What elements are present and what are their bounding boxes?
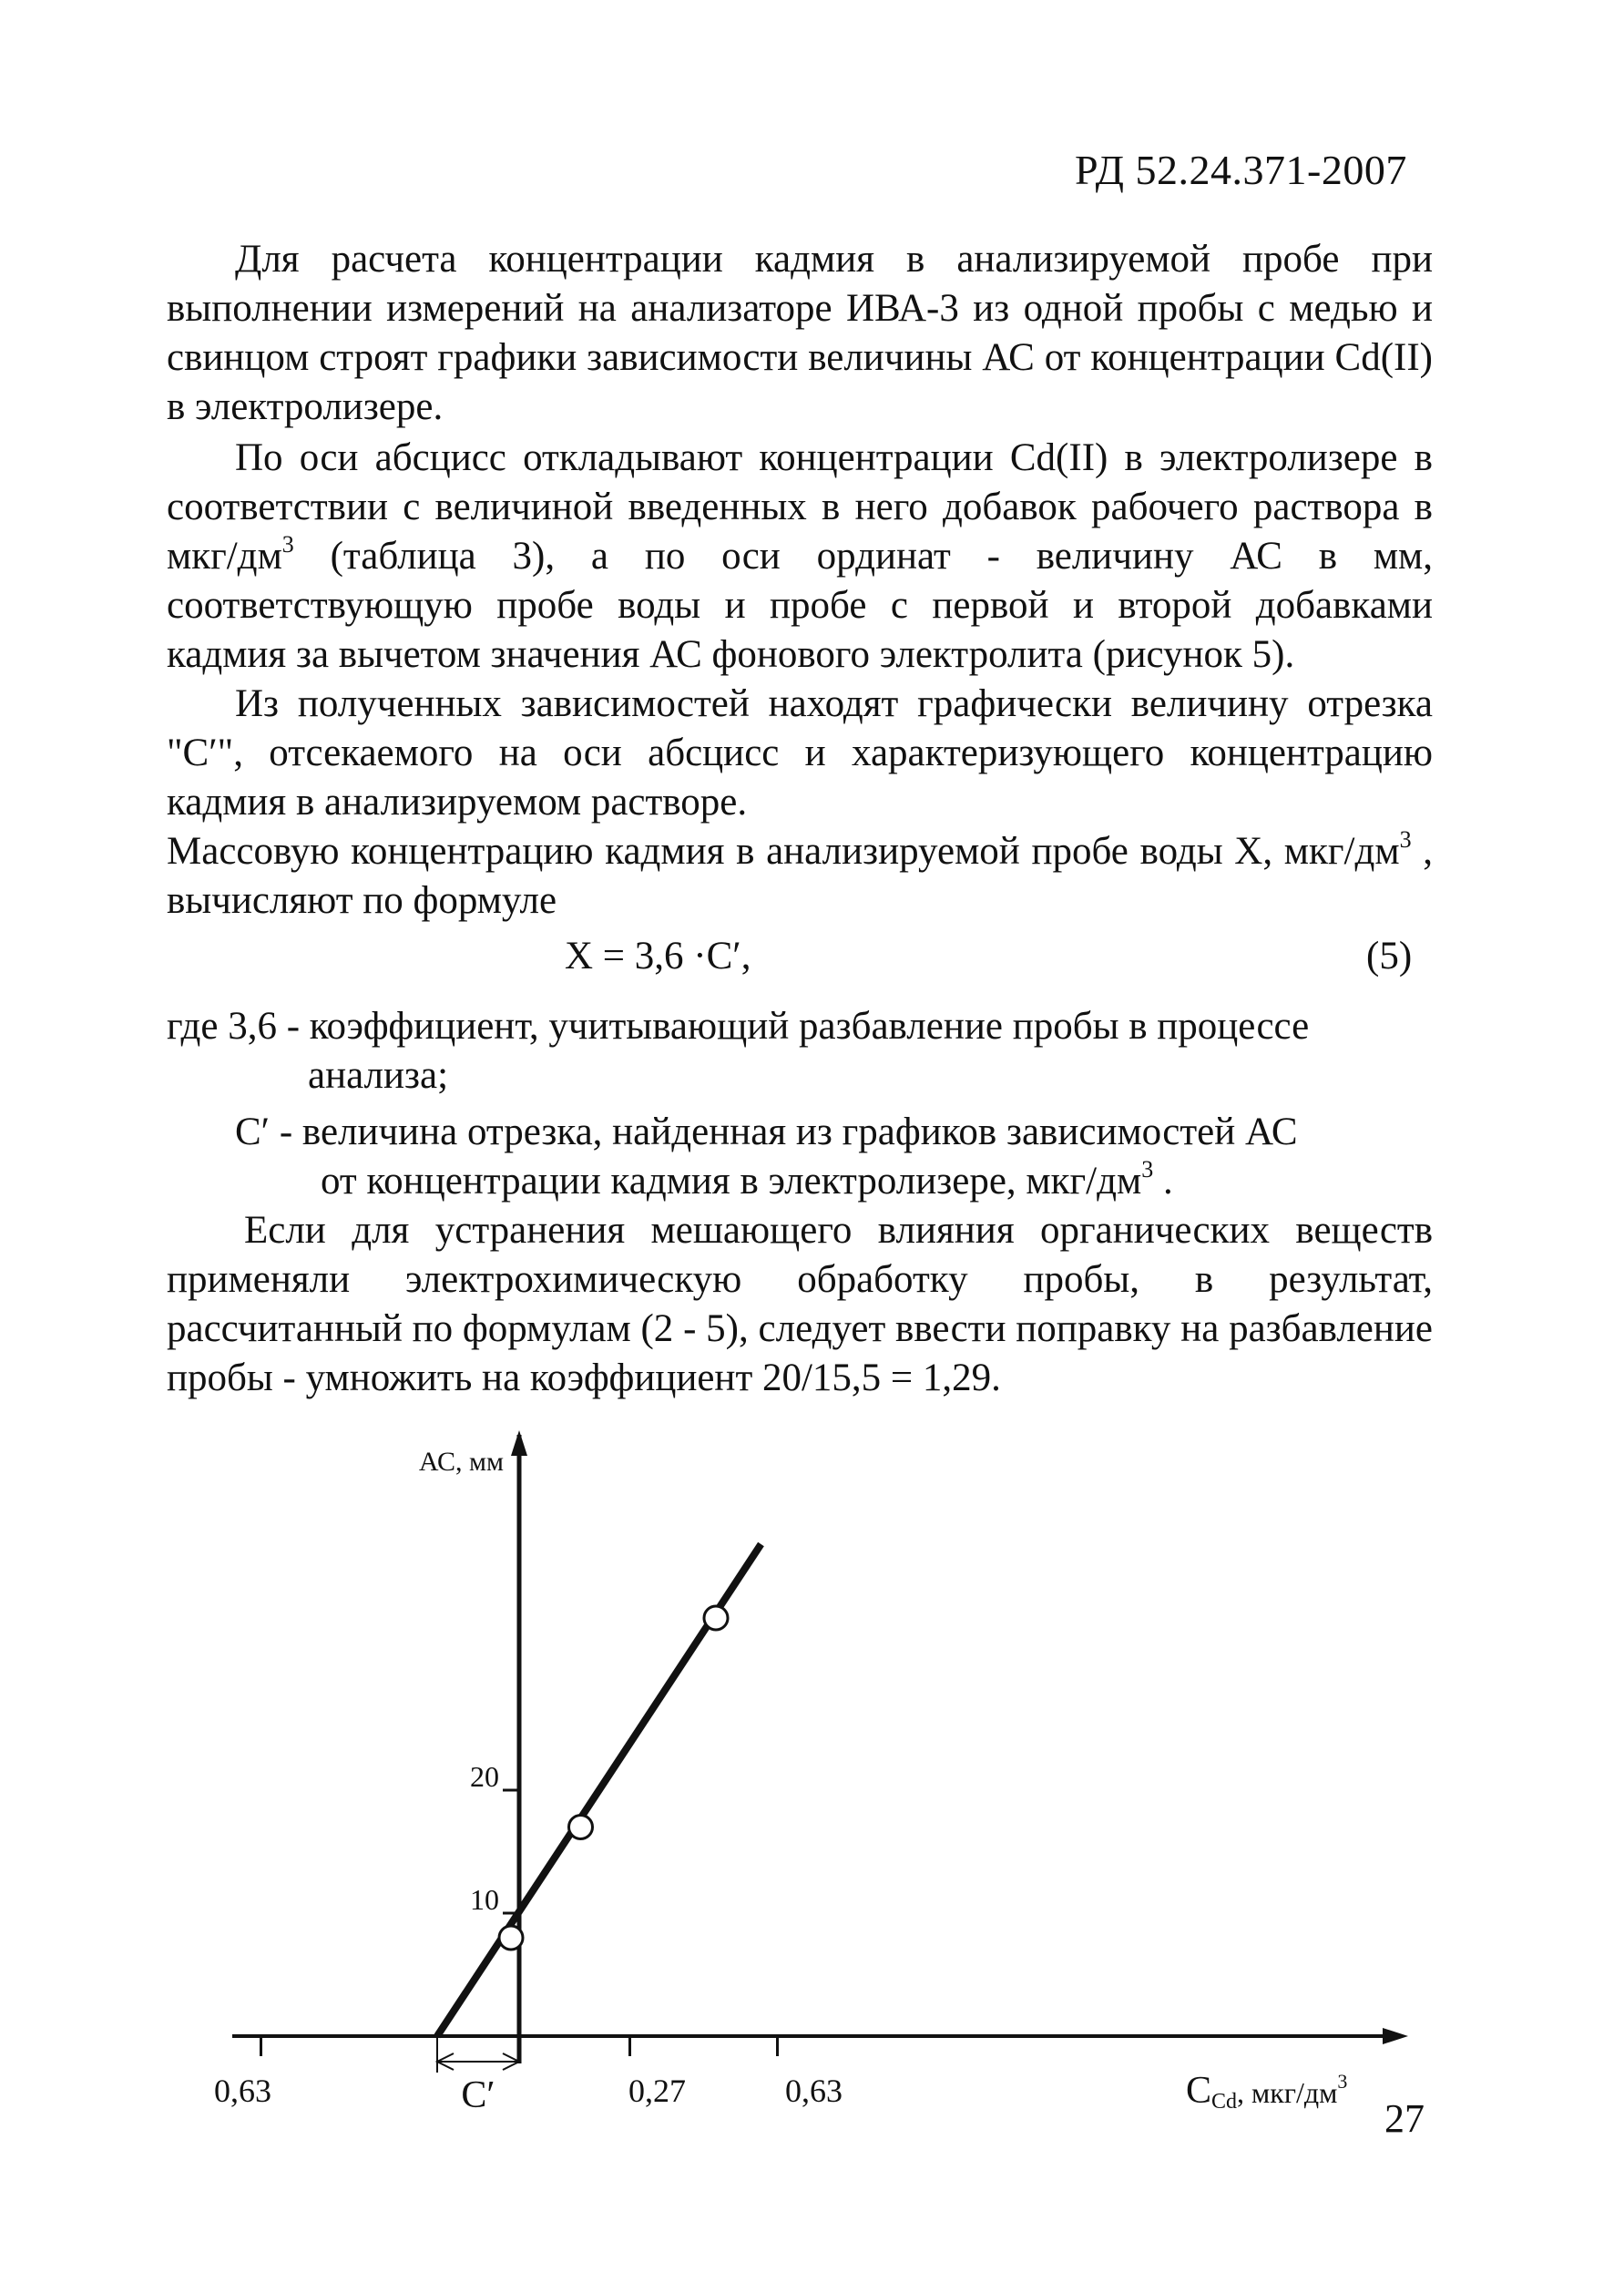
x-axis-label-superscript: 3 (1337, 2070, 1348, 2093)
y-ticks (470, 1760, 519, 1916)
y-tick-label: 10 (470, 1883, 499, 1916)
paragraph-5: Если для устранения мешающего влияния органических веществ применяли электрохимическую обработку пробы, в результат, рассчитанный по формулам (2 - 5), следует ввести поправку на разбавление пробы - умножить на коэффициент 20/15,5 = 1,29. (167, 1209, 1433, 1399)
c-prime-segment (437, 2036, 519, 2116)
paragraph-4-text-a: Массовую концентрацию кадмия в анализируемой пробе воды X, мкг/дм (167, 830, 1400, 873)
y-axis-label: АС, мм (418, 1447, 504, 1477)
x-axis-label-subscript: Cd (1211, 2090, 1238, 2114)
paragraph-4-text-b: , вычисляют по формуле (167, 830, 1433, 922)
data-point (569, 1816, 593, 1839)
x-axis-arrow-icon (1383, 2028, 1408, 2044)
c-prime-label: C′ (461, 2074, 495, 2116)
paragraph-2-superscript: 3 (281, 531, 294, 558)
formula-expression: X = 3,6 ·C′, (565, 935, 751, 978)
paragraph-4-superscript: 3 (1399, 826, 1412, 853)
y-tick-label: 20 (470, 1760, 499, 1793)
definition-2-line-1: C′ - величина отрезка, найденная из графиков зависимостей АС (235, 1111, 1298, 1153)
paragraph-3: Из полученных зависимостей находят графически величину отрезка "С′", отсекаемого на оси абсцисс и характеризующего концентрацию кадмия в анализируемом растворе. (167, 682, 1433, 824)
definition-1-line-1: где 3,6 - коэффициент, учитывающий разбавление пробы в процессе (167, 1005, 1310, 1048)
definition-2-superscript: 3 (1141, 1156, 1154, 1182)
page-number: 27 (1384, 2096, 1425, 2141)
definition-2-text-b: . (1153, 1160, 1173, 1203)
data-point (499, 1926, 523, 1950)
paragraph-2-text-b: (таблица 3), а по оси ординат - величину АС в мм, соответствующую пробе воды и пробе с первой и второй добавками кадмия за вычетом значения АС фонового электролита (рисунок 5). (167, 535, 1433, 676)
data-points (499, 1606, 728, 1950)
x-tick-label: 0,63 (214, 2073, 271, 2109)
definition-1-line-2: анализа; (308, 1054, 449, 1097)
x-tick-label: 0,27 (628, 2073, 686, 2109)
x-axis-label-main: C (1186, 2070, 1212, 2112)
definition-2-text-a: от концентрации кадмия в электролизере, мкг/дм (321, 1160, 1142, 1203)
x-ticks (214, 2036, 843, 2109)
x-axis-label-units: , мкг/дм (1237, 2076, 1338, 2109)
formula-number: (5) (1366, 935, 1413, 978)
y-axis-arrow-icon (511, 1430, 527, 1456)
data-point (704, 1606, 728, 1630)
document-code: РД 52.24.371-2007 (1075, 147, 1407, 193)
paragraph-2-text-a: По оси абсцисс откладывают концентрации Cd(II) в электролизере в соответствии с величиной введенных в него добавок рабочего раствора в мкг/дм (167, 436, 1433, 578)
x-tick-label: 0,63 (785, 2073, 843, 2109)
x-axis-label (1186, 2070, 1347, 2114)
paragraph-1: Для расчета концентрации кадмия в анализируемой пробе при выполнении измерений на анализаторе ИВА-3 из одной пробы с медью и свинцом строят графики зависимости величины АС от концентрации Cd(II) в электролизере. (167, 238, 1433, 428)
